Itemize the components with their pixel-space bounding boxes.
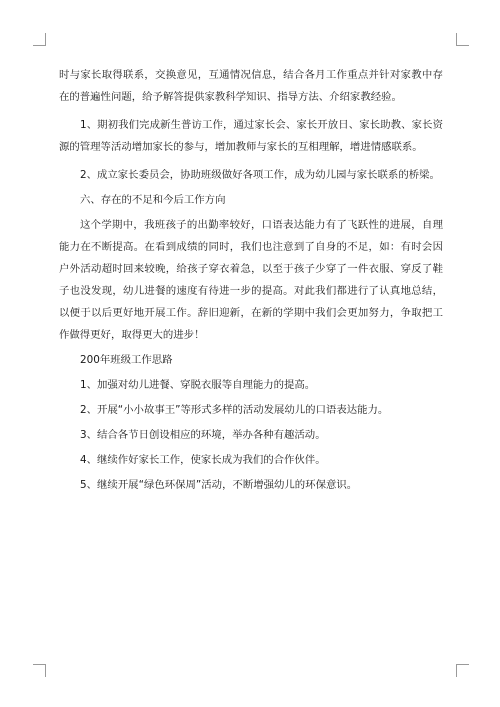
paragraph-item-1: 1、期初我们完成新生普访工作，通过家长会、家长开放日、家长助教、家长资源的管理等活动增加家长的参与，增加教师与家长的互相理解，增进情感联系。 xyxy=(59,119,443,153)
crop-mark-top-left xyxy=(33,33,46,46)
plan-item-2: 2、开展“小小故事王”等形式多样的活动发展幼儿的口语表达能力。 xyxy=(80,404,389,416)
section-heading: 六、存在的不足和今后工作方向 xyxy=(80,194,226,206)
paragraph-continued: 时与家长取得联系，交换意见，互通情况信息，结合各月工作重点并针对家教中存在的普遍性问题，给予解答提供家教科学知识、指导方法、介绍家教经验。 xyxy=(59,69,443,103)
plan-item-3: 3、结合各节日创设相应的环境，举办各种有趣活动。 xyxy=(80,429,326,441)
plan-item-5: 5、继续开展“绿色环保周”活动，不断增强幼儿的环保意识。 xyxy=(80,479,358,491)
plan-item-4: 4、继续作好家长工作，使家长成为我们的合作伙伴。 xyxy=(80,454,326,466)
plan-item-1: 1、加强对幼儿进餐、穿脱衣服等自理能力的提高。 xyxy=(80,379,316,391)
crop-mark-bottom-left xyxy=(33,664,46,677)
crop-mark-bottom-right xyxy=(456,664,469,677)
crop-mark-top-right xyxy=(456,33,469,46)
plan-heading: 200年班级工作思路 xyxy=(80,354,173,366)
document-body xyxy=(59,64,443,496)
paragraph-summary: 这个学期中，我班孩子的出勤率较好，口语表达能力有了飞跃性的进展，自理能力在不断提高。在看到成绩的同时，我们也注意到了自身的不足，如：有时会因户外活动超时回来较晚，给孩子穿衣着急，以至于孩子少穿了一件衣服、穿反了鞋子也没发现，幼儿进餐的速度有待进一步的提高。对此我们都进行了认真地总结，以便于以后更好地开展工作。辞旧迎新，在新的学期中我们会更加努力，争取把工作做得更好，取得更大的进步！ xyxy=(59,219,443,341)
paragraph-item-2: 2、成立家长委员会，协助班级做好各项工作，成为幼儿园与家长联系的桥梁。 xyxy=(80,169,440,181)
